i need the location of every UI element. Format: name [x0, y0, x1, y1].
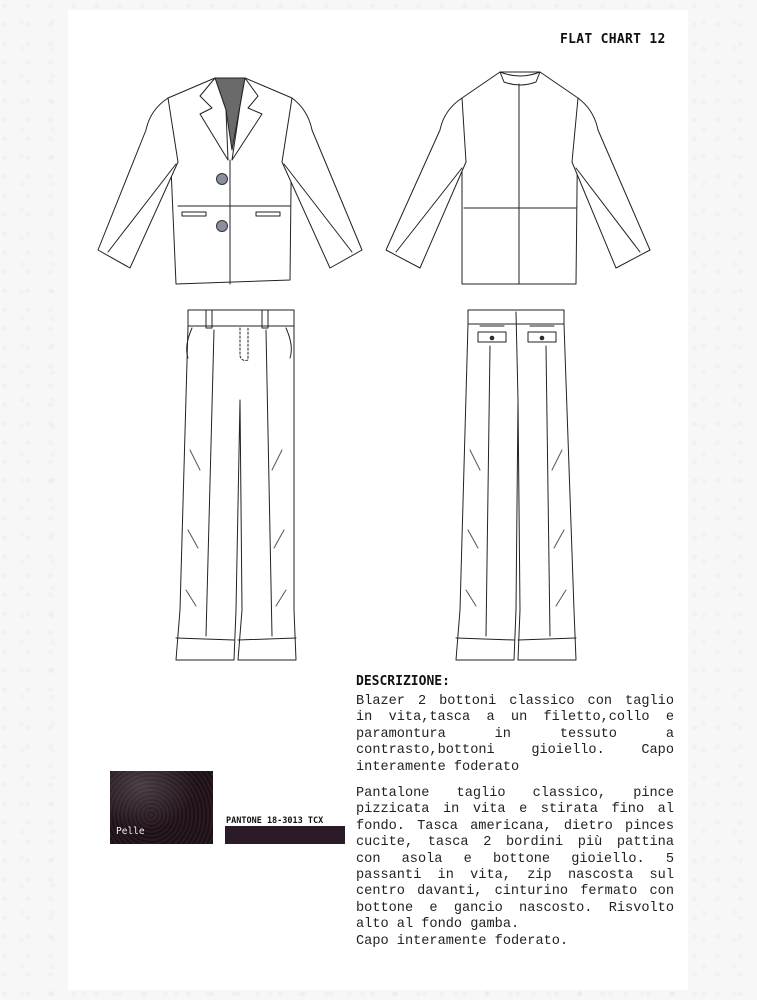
blazer-front-drawing [98, 78, 362, 284]
description-heading: DESCRIZIONE: [356, 674, 450, 689]
blazer-back-drawing [386, 72, 650, 284]
page-title: FLAT CHART 12 [560, 32, 666, 47]
jewel-button-icon [217, 174, 228, 185]
trousers-description-text: Pantalone taglio classico, pince pizzicata in vita e stirata fino al fondo. Tasca americana, dietro pinces cucite, tasca 2 bordini più pattina con asola e bottone gioiello. 5 passanti in vita, zip nascosta sul centro davanti, cinturino fermato con bottone e gancio nascosto. Risvolto alto al fondo gamba. [356, 786, 674, 933]
trousers-description [356, 786, 674, 950]
jewel-button-icon [217, 221, 228, 232]
trousers-back-drawing [456, 310, 576, 660]
blazer-description-text: Blazer 2 bottoni classico con taglio in vita,tasca a un filetto,collo e paramontura in tessuto a contrasto,bottoni gioiello. Capo interamente foderato [356, 694, 674, 775]
trousers-front-drawing [176, 310, 296, 660]
pantone-label: PANTONE 18-3013 TCX [226, 816, 324, 826]
trousers-lining-text: Capo interamente foderato. [356, 933, 569, 949]
pantone-color-chip [225, 826, 345, 844]
blazer-description [356, 694, 674, 776]
leather-swatch-label: Pelle [116, 826, 145, 837]
